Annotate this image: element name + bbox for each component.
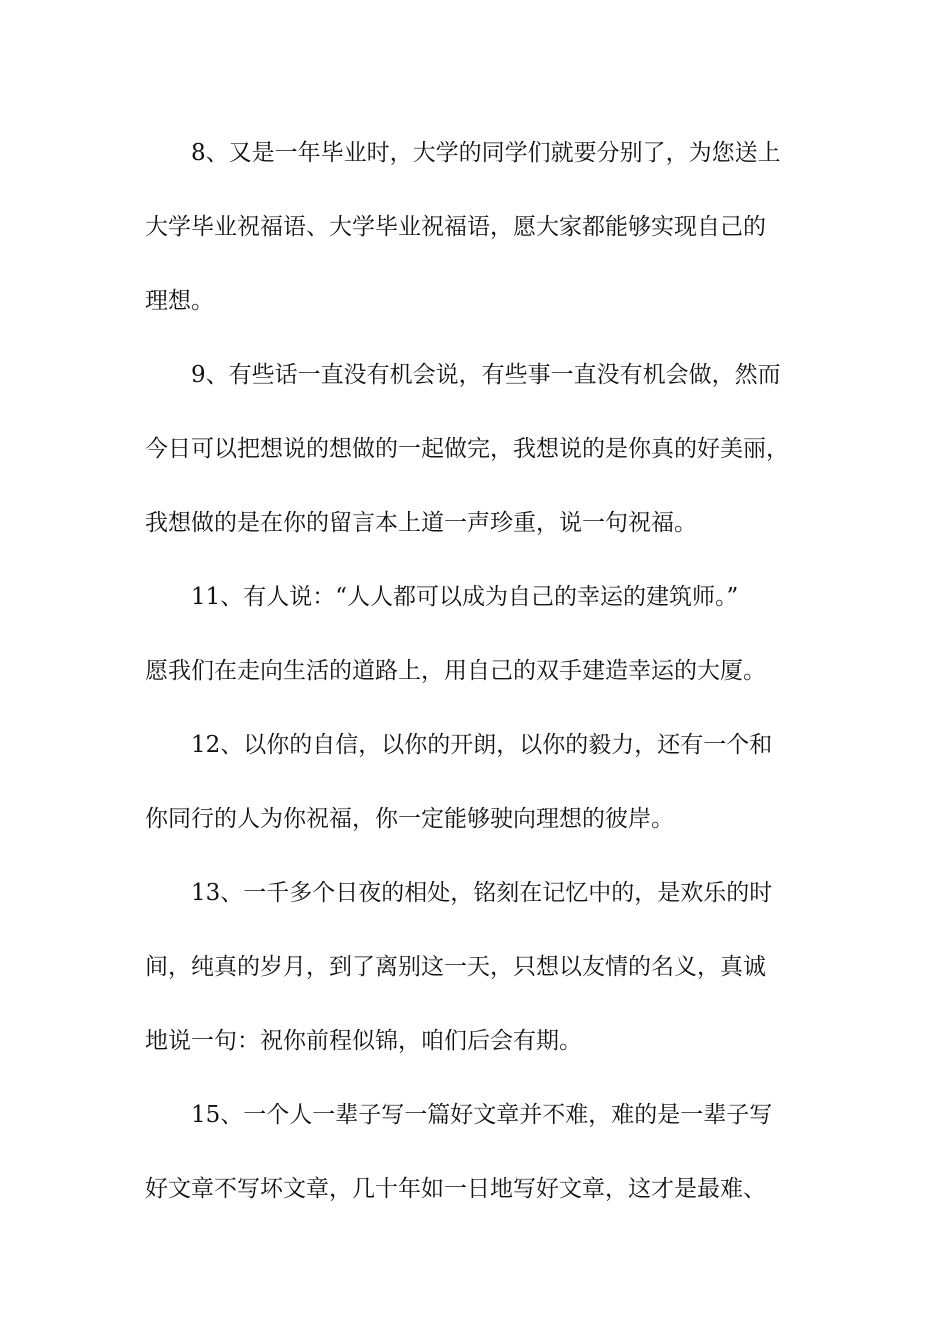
text-line: 理想。 — [145, 288, 214, 314]
text-line: 好文章不写坏文章，几十年如一日地写好文章，这才是最难、 — [145, 1176, 766, 1202]
paragraph-11 — [145, 560, 815, 708]
paragraph-15 — [145, 1078, 815, 1226]
text-line: 今日可以把想说的想做的一起做完，我想说的是你真的好美丽， — [145, 436, 789, 462]
paragraph-13 — [145, 856, 815, 1078]
text-line: 9、有些话一直没有机会说，有些事一直没有机会做，然而 — [191, 362, 781, 388]
text-line: 大学毕业祝福语、大学毕业祝福语，愿大家都能够实现自己的 — [145, 214, 766, 240]
text-line: 你同行的人为你祝福，你一定能够驶向理想的彼岸。 — [145, 806, 674, 832]
text-line: 15、一个人一辈子写一篇好文章并不难，难的是一辈子写 — [191, 1102, 773, 1128]
text-line: 12、以你的自信，以你的开朗，以你的毅力，还有一个和 — [191, 732, 773, 758]
paragraph-9 — [145, 338, 815, 560]
paragraph-8 — [145, 116, 815, 338]
text-line: 8、又是一年毕业时，大学的同学们就要分别了，为您送上 — [191, 140, 781, 166]
paragraph-12 — [145, 708, 815, 856]
text-line: 我想做的是在你的留言本上道一声珍重，说一句祝福。 — [145, 510, 697, 536]
text-line: 地说一句：祝你前程似锦，咱们后会有期。 — [145, 1028, 582, 1054]
text-line: 愿我们在走向生活的道路上，用自己的双手建造幸运的大厦。 — [145, 658, 766, 684]
text-line: 13、一千多个日夜的相处，铭刻在记忆中的，是欢乐的时 — [191, 880, 773, 906]
text-line: 11、有人说：“人人都可以成为自己的幸运的建筑师。” — [191, 584, 739, 610]
text-line: 间，纯真的岁月，到了离别这一天，只想以友情的名义，真诚 — [145, 954, 766, 980]
